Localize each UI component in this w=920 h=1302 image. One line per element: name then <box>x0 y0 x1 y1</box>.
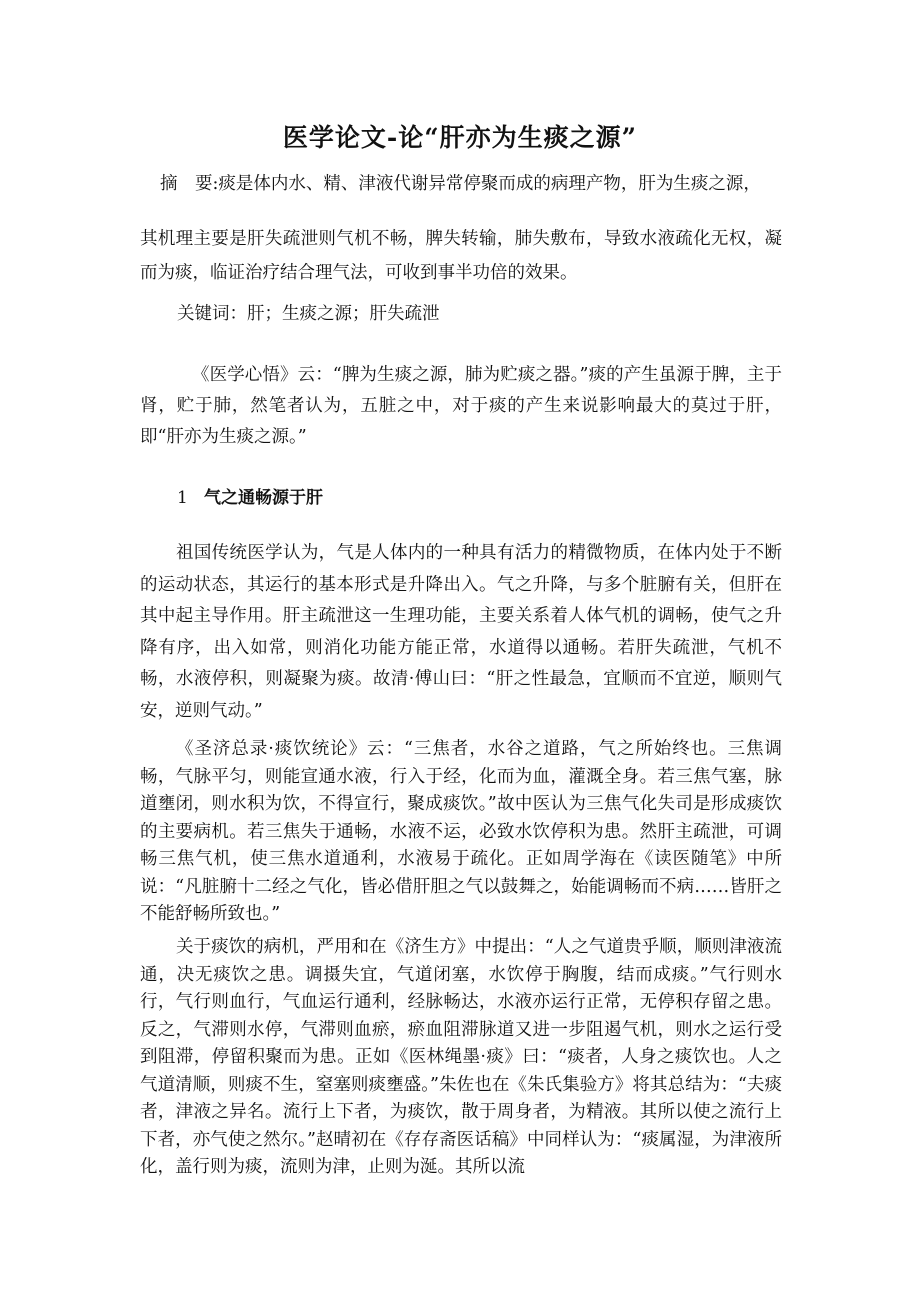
section-1-number: 1 <box>177 488 188 508</box>
intro-text: 《医学心悟》云：“脾为生痰之源，肺为贮痰之器。”痰的产生虽源于脾，主于肾，贮于肺，然笔者认为，五脏之中，对于痰的产生来说影响最大的莫过于肝，即“肝亦为生痰之源。” <box>140 365 782 447</box>
section-1-paragraph-2 <box>140 736 782 929</box>
abstract-first-line <box>160 172 800 196</box>
abstract-first-text: 痰是体内水、精、津液代谢异常停聚而成的病理产物，肝为生痰之源， <box>218 174 761 194</box>
paragraph-text: 祖国传统医学认为，气是人体内的一种具有活力的精微物质，在体内处于不断的运动状态，其运行的基本形式是升降出入。气之升降，与多个脏腑有关，但肝在其中起主导作用。肝主疏泄这一生理功能，主要关系着人体气机的调畅，使气之升降有序，出入如常，则消化功能方能正常，水道得以通畅。若肝失疏泄，气机不畅，水液停积，则凝聚为痰。故清·傅山曰：“肝之性最急，宜顺而不宜逆，顺则气安，逆则气动。” <box>140 543 782 721</box>
intro-paragraph <box>140 360 782 453</box>
paragraph-text: 《圣济总录·痰饮统论》云：“三焦者，水谷之道路，气之所始终也。三焦调畅，气脉平匀，则能宣通水液，行入于经，化而为血，灌溉全身。若三焦气塞，脉道壅闭，则水积为饮，不得宣行，聚成痰饮。”故中医认为三焦气化失司是形成痰饮的主要病机。若三焦失于通畅，水液不运，必致水饮停积为患。然肝主疏泄，可调畅三焦气机，使三焦水道通利，水液易于疏化。正如周学海在《读医随笔》中所说：“凡脏腑十二经之气化，皆必借肝胆之气以鼓舞之，始能调畅而不病……皆肝之不能舒畅所致也。” <box>140 739 782 924</box>
abstract-continuation-text: 其机理主要是肝失疏泄则气机不畅，脾失转输，肺失敷布，导致水液疏化无权，凝而为痰，临证治疗结合理气法，可收到事半功倍的效果。 <box>140 229 782 283</box>
section-1-paragraph-3 <box>140 934 782 1182</box>
abstract-continuation <box>140 222 782 290</box>
keywords: 关键词：肝；生痰之源；肝失疏泄 <box>177 304 440 324</box>
section-1-paragraph-1 <box>140 538 782 727</box>
section-1-title: 气之通畅源于肝 <box>204 488 323 508</box>
document-title: 医学论文-论“肝亦为生痰之源” <box>282 123 638 152</box>
paragraph-text: 关于痰饮的病机，严用和在《济生方》中提出：“人之气道贵乎顺，顺则津液流通，决无痰饮之患。调摄失宜，气道闭塞，水饮停于胸腹，结而成痰。”气行则水行，气行则血行，气血运行通利，经脉畅达，水液亦运行正常，无停积存留之患。反之，气滞则水停，气滞则血瘀，瘀血阻滞脉道又进一步阻遏气机，则水之运行受到阻滞，停留积聚而为患。正如《医林绳墨·痰》曰：“痰者，人身之痰饮也。人之气道清顺，则痰不生，窒塞则痰壅盛。”朱佐也在《朱氏集验方》将其总结为：“夫痰者，津液之异名。流行上下者，为痰饮，散于周身者，为精液。其所以使之流行上下者，亦气使之然尔。”赵晴初在《存存斋医话稿》中同样认为：“痰属湿，为津液所化，盖行则为痰，流则为津，止则为涎。其所以流 <box>140 937 782 1177</box>
section-1-heading <box>177 483 323 508</box>
abstract-label: 摘 要: <box>160 174 219 194</box>
